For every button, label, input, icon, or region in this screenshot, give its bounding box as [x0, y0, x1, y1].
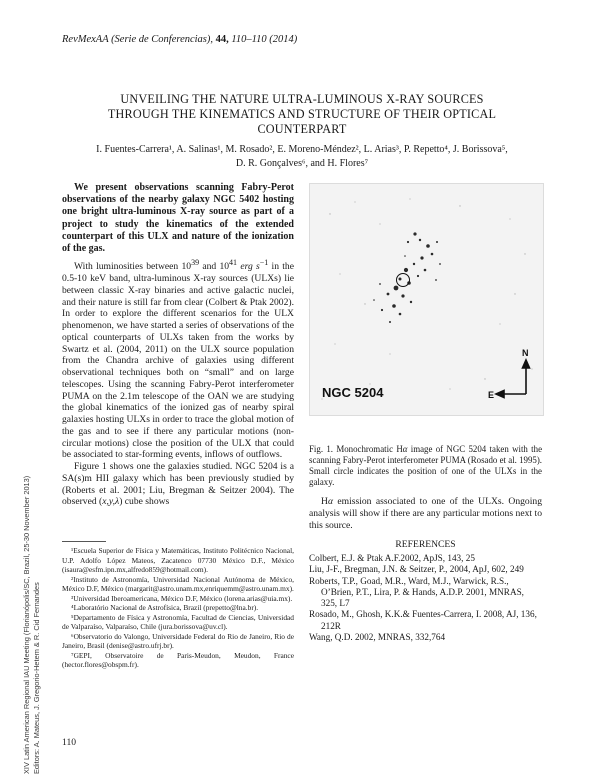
p2-text-b: ) cube shows — [119, 496, 170, 508]
journal-name: RevMexAA (Serie de Conferencias), — [62, 34, 214, 45]
reference-item: Liu, J-F., Bregman, J.N. & Seitzer, P., 2004, ApJ, 602, 249 — [309, 564, 524, 575]
p1-exponent-2: 41 — [229, 258, 238, 268]
journal-pages-year: 110–110 (2014) — [231, 34, 298, 45]
title-line-2: THROUGH THE KINEMATICS AND STRUCTURE OF THEIR OPTICAL — [107, 107, 497, 121]
proceedings-side-note — [22, 14, 41, 774]
reference-item: Roberts, T.P., Goad, M.R., Ward, M.J., Warwick, R.S., O’Brien, P.T., Lira, P. & Hands, A.D.P. 2001, MNRAS, 325, L7 — [309, 575, 524, 609]
page-number: 110 — [62, 737, 77, 748]
body-text — [62, 257, 294, 508]
author-line-1: I. Fuentes-Carrera¹, A. Salinas¹, M. Rosado², E. Moreno-Méndez², L. Arias³, P. Repetto⁴, J. Borissova⁵, — [96, 144, 508, 155]
p2-symbol: x,y,λ — [102, 496, 120, 508]
right-column-paragraph — [309, 496, 542, 531]
body-paragraph-2 — [62, 461, 294, 508]
journal-volume: 44, — [215, 34, 229, 45]
figure-caption — [309, 444, 542, 488]
p1-exponent-1: 39 — [191, 258, 200, 268]
p1-unit: erg s — [240, 261, 260, 273]
footnote-6: ⁶Observatorio do Valongo, Universidade Federal do Rio de Janeiro, Rio de Janeiro, Brasil (denise@astro.ufrj.br). — [62, 631, 294, 650]
abstract: We present observations scanning Fabry-Perot observations of the nearby galaxy NGC 5402 hosting one bright ultra-luminous X-ray source as part of a project to study the kinematics of the extended counterpart of this ULX and nature of the ionization of the gas. — [62, 182, 294, 255]
journal-header — [62, 34, 297, 45]
body-paragraph-1 — [62, 257, 294, 461]
caption-prefix: Fig. 1. Monochromatic H — [309, 444, 403, 454]
title-line-3: COUNTERPART — [257, 122, 347, 136]
caption-text: image of NGC 5204 taken with the scanning Fabry-Perot interferometer PUMA (Rosado et al. 1995). Small circle indicates the position of one of the ULXs in the galaxy. — [309, 444, 543, 487]
footnote-5: ⁵Departamento de Física y Astronomía, Facultad de Ciencias, Universidad de Valparaíso, Valparaíso, Chile (jura.borissova@uv.cl). — [62, 612, 294, 631]
footnote-rule — [62, 541, 106, 542]
p1-text-a: With luminosities between 10 — [74, 261, 192, 273]
references-list — [309, 553, 542, 643]
title-line-1: UNVEILING THE NATURE ULTRA-LUMINOUS X-RAY SOURCES — [120, 92, 484, 106]
p1-text-b: and 10 — [199, 261, 230, 273]
side-note-meeting: XIV Latin American Regional IAU Meeting (Florianópolis/SC, Brazil, 25-30 November 2013) — [22, 475, 31, 774]
halpha-image — [310, 184, 543, 415]
footnotes — [62, 546, 294, 670]
right-text-prefix: H — [321, 496, 328, 507]
left-column — [62, 182, 294, 508]
footnote-1: ¹Escuela Superior de Física y Matemáticas, Instituto Politécnico Nacional, U.P. Adolfo López Mateos, Zacatenco 07730 México D.F., México (isaura@esfm.ipn.mx,alfredo859@hotmail.com). — [62, 546, 294, 574]
side-note-editors: Editors: A. Mateus, J. Gregorio-Hetem & R. Cid Fernandes — [31, 582, 41, 774]
reference-item: Colbert, E.J. & Ptak A.F.2002, ApJS, 143, 25 — [309, 553, 475, 563]
reference-item: Rosado, M., Ghosh, K.K.& Fuentes-Carrera, I. 2008, AJ, 136, 212R — [309, 609, 537, 631]
right-text-body: emission associated to one of the ULXs. Ongoing analysis will show if there are any particular motions next to this source. — [309, 496, 542, 531]
reference-item: Wang, Q.D. 2002, MNRAS, 332,764 — [309, 632, 446, 643]
references-heading: REFERENCES — [395, 539, 456, 550]
p1-text-c: in the 0.5-10 keV band, ultra-luminous X-ray sources (ULXs) lie between classic X-ray binaries and active galactic nuclei, and their nature is still far from clear (Colbert & Ptak 2002). In order to explore the different scenarios for the ULX phenomenon, we have started a series of observations of the optical counterparts of ULXs taken from the works by Swartz et al. (2004, 2011) on the ULX source population from the Chandra archive of galaxies using different observational techniques both on “small” and on large telescopes. Using the scanning Fabry-Perot interferometer PUMA on the 2.1m telescope of the OAN we are studying the global kinematics of the ionized gas of nearby spiral galaxies hosting ULXs in order to trace the global motion of the gas and to see if there any particular motions (non-circular motions) close the position of the ULX that could be associated to star-forming events, inflows of outflows. — [62, 261, 294, 461]
figure-ngc5204-image — [309, 183, 544, 416]
footnote-4: ⁴Laboratório Nacional de Astrofísica, Brazil (prepetto@lna.br). — [71, 603, 259, 612]
north-label: N — [522, 348, 529, 358]
paper-title — [62, 92, 542, 137]
footnote-2: ²Instituto de Astronomía, Universidad Nacional Autónoma de México, México D.F, México (margarit@astro.unam.mx,enriquemm@astro.unam.mx). — [62, 574, 294, 593]
right-text-alpha: α — [327, 496, 333, 507]
author-line-2: D. R. Gonçalves⁶, and H. Flores⁷ — [235, 157, 369, 169]
east-label: E — [488, 390, 495, 400]
p2-text-a: Figure 1 shows one the galaxies studied. NGC 5204 is a SA(s)m HII galaxy which has been previously studied by (Roberts et al. 2001; Liu, Bregman & Seitzer 2004). The observed ( — [62, 461, 294, 508]
image-background — [310, 184, 543, 415]
footnote-3: ³Universidad Iberoamericana, México D.F, México (lorena.arias@uia.mx). — [71, 593, 293, 603]
figure-galaxy-label: NGC 5204 — [322, 385, 384, 400]
caption-alpha: α — [402, 444, 408, 454]
p1-exponent-3: −1 — [259, 258, 269, 268]
author-list — [62, 143, 542, 170]
footnote-7: ⁷GEPI, Observatoire de Paris-Meudon, Meudon, France (hector.flores@obspm.fr). — [62, 650, 294, 669]
